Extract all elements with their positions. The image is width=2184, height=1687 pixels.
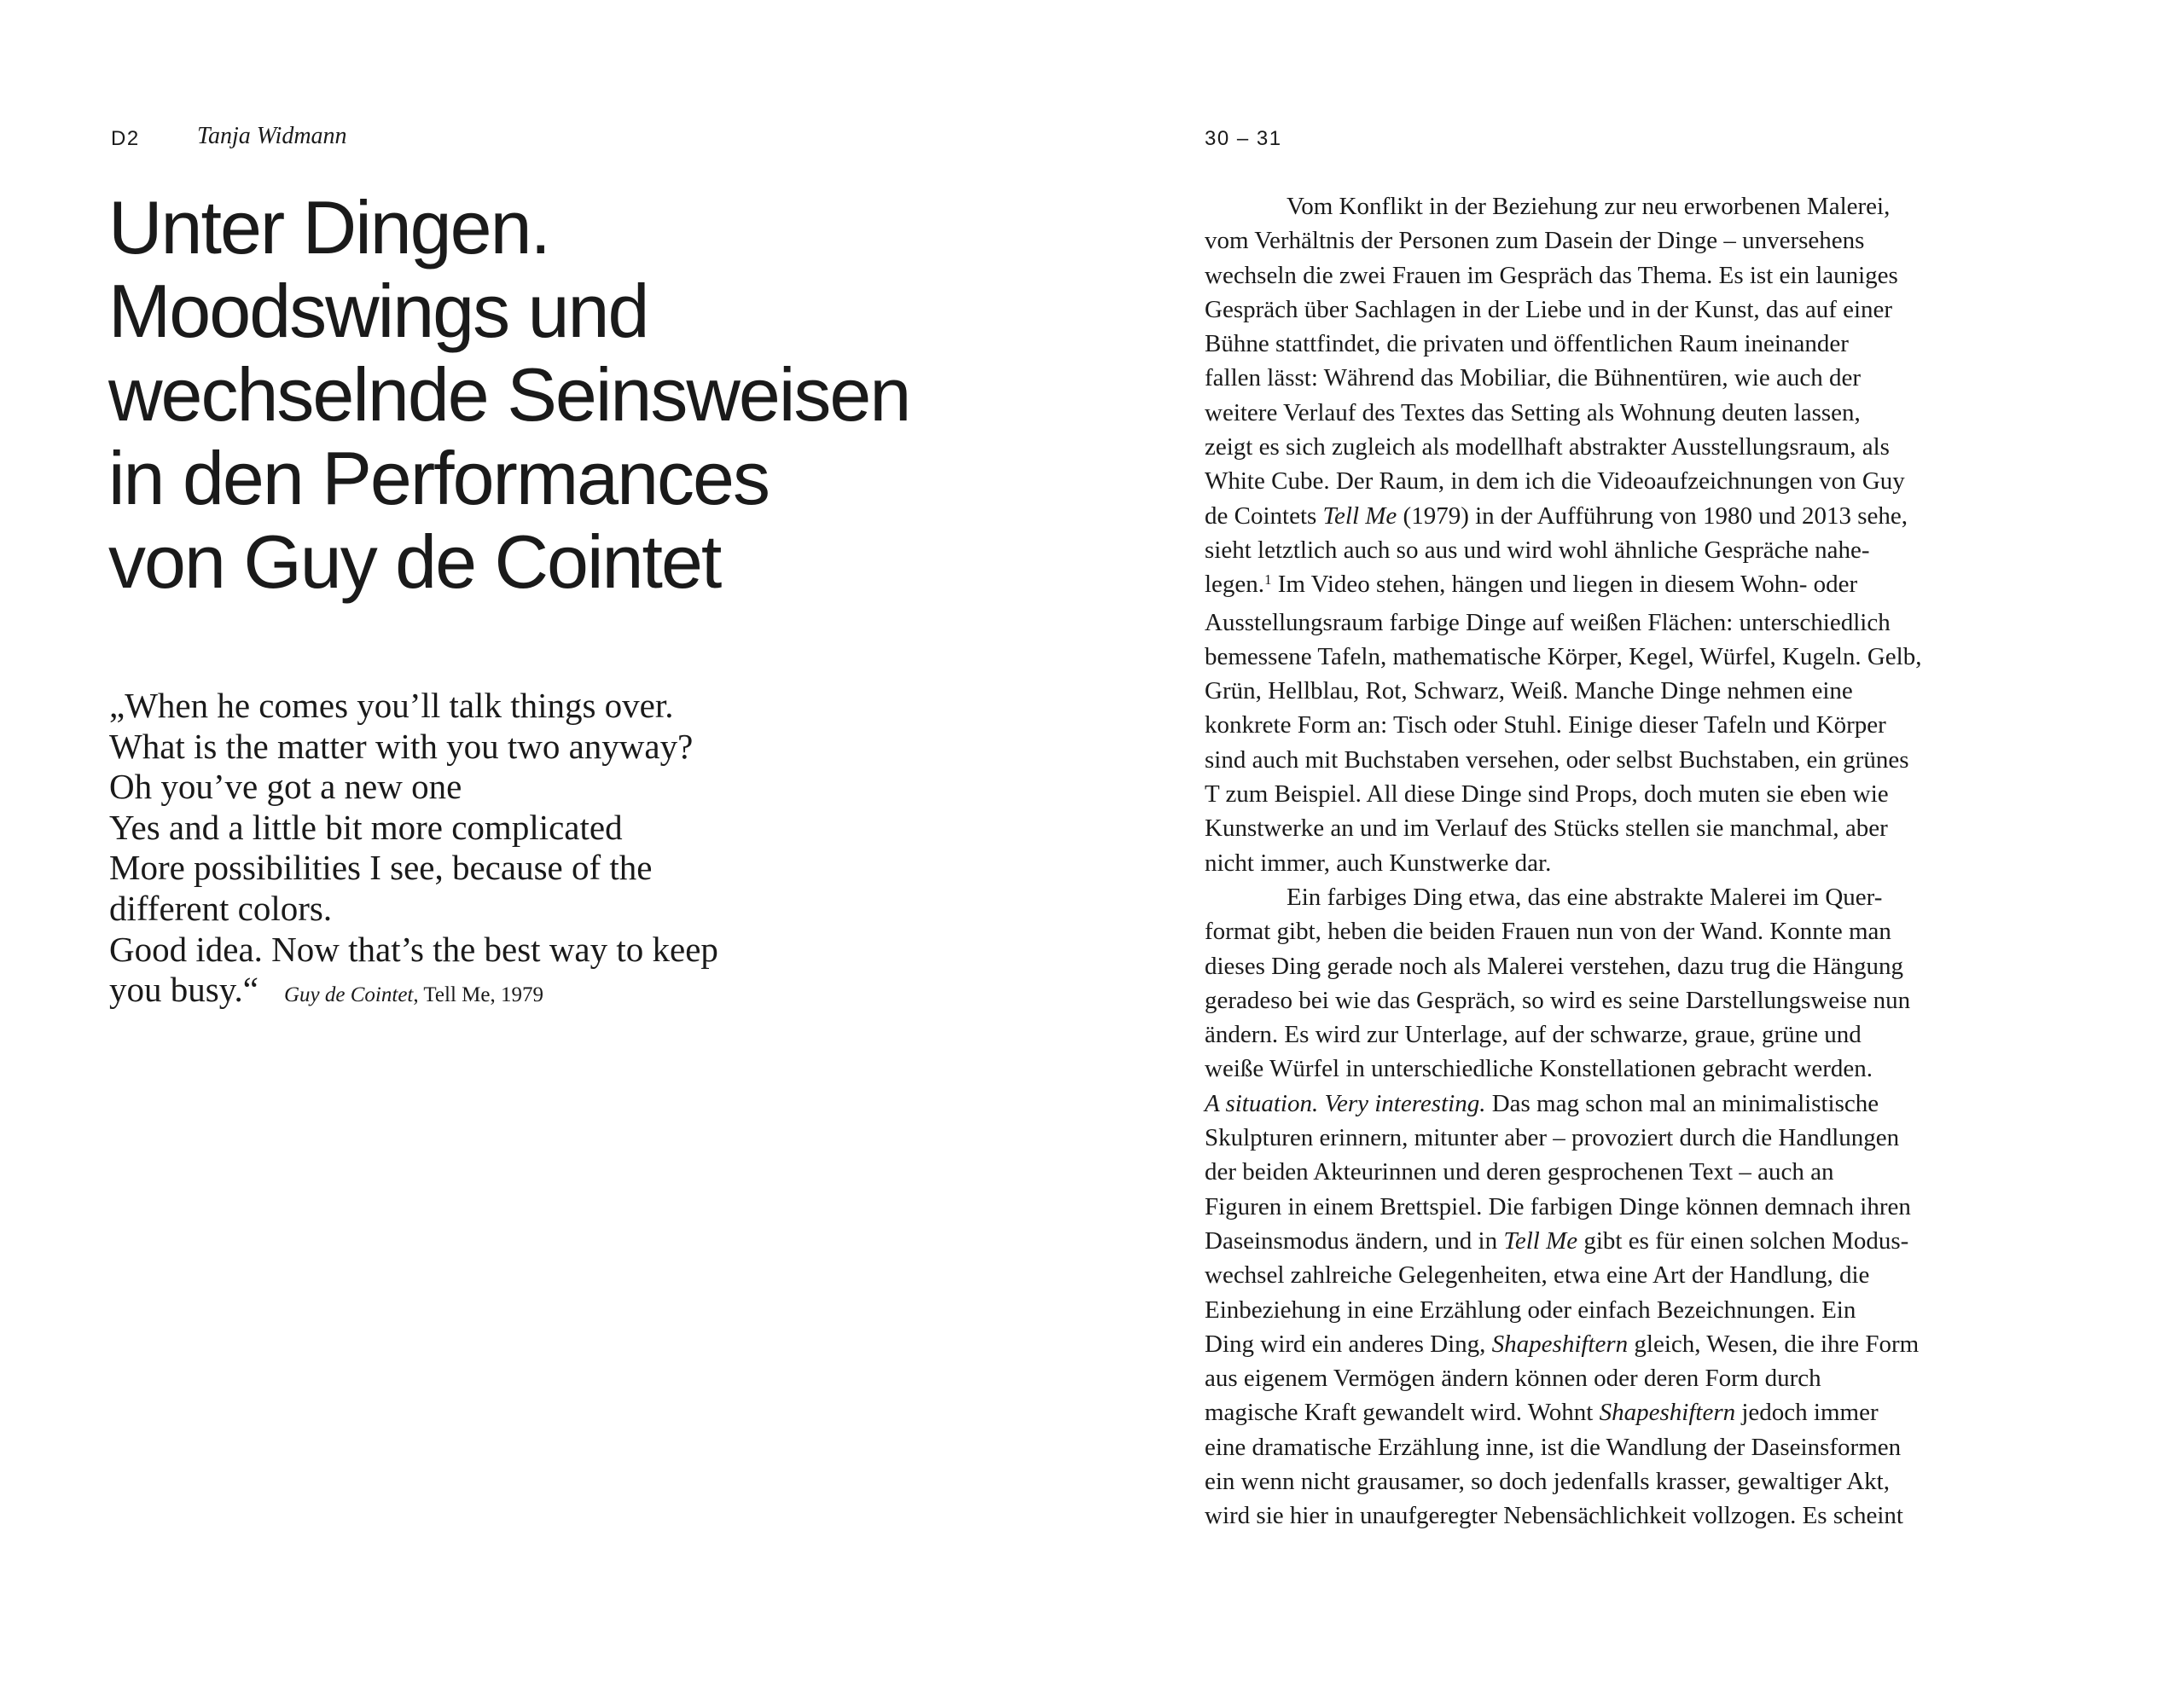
text-run: wechseln die zwei Frauen im Gespräch das Thema. Es ist ein launiges [1205,261,1898,289]
text-line [1205,777,1921,811]
text-line [1205,464,1921,498]
text-line [1205,949,1921,983]
text-line [1205,1361,1921,1395]
text-line [1205,1190,1921,1224]
text-line [108,186,909,270]
text-run: More possibilities I see, because of the [109,848,653,888]
text-run: Guy de Cointet [284,983,414,1007]
text-line [1205,1052,1921,1086]
text-run: Grün, Hellblau, Rot, Schwarz, Weiß. Manche Dinge nehmen eine [1205,677,1853,705]
text-line [109,767,718,808]
pull-quote [109,686,718,1016]
text-run: Shapeshiftern [1599,1399,1736,1427]
text-run: Ein farbiges Ding etwa, das eine abstrakte Malerei im Quer- [1287,883,1883,911]
paragraph-1 [1205,189,1921,880]
text-line [1205,914,1921,948]
text-line [1205,708,1921,742]
text-line [108,270,909,353]
text-run: Ding wird ein anderes Ding, [1205,1330,1492,1358]
page-numbers: 30 – 31 [1205,127,1282,150]
text-run: legen. [1205,571,1265,599]
text-run: geradeso bei wie das Gespräch, so wird es seine Darstellungsweise nun [1205,986,1911,1014]
text-run: Figuren in einem Brettspiel. Die farbigen Dinge können demnach ihren [1205,1192,1911,1220]
text-run: Bühne stattfindet, die privaten und öffentlichen Raum ineinander [1205,330,1849,358]
text-run: Das mag schon mal an minimalistische [1485,1089,1879,1117]
text-run: Gespräch über Sachlagen in der Liebe und in der Kunst, das auf einer [1205,295,1893,323]
text-run: different colors. [109,888,333,928]
text-run: White Cube. Der Raum, in dem ich die Videoaufzeichnungen von Guy [1205,467,1905,496]
text-run: nicht immer, auch Kunstwerke dar. [1205,849,1552,877]
text-run: Good idea. Now that’s the best way to keep [109,929,718,969]
text-run: eine dramatische Erzählung inne, ist die Wandlung der Daseinsformen [1205,1433,1902,1461]
text-line [1205,533,1921,567]
text-run: Einbeziehung in eine Erzählung oder einfach Bezeichnungen. Ein [1205,1296,1856,1324]
text-line [109,727,718,768]
text-run: Yes and a little bit more complicated [109,807,623,847]
text-line [1205,327,1921,361]
text-line [1205,880,1921,914]
text-run: in den Performances [108,436,769,520]
text-line [108,520,909,604]
text-run: Vom Konflikt in der Beziehung zur neu erworbenen Malerei, [1287,193,1891,220]
text-run: vom Verhältnis der Personen zum Dasein der Dinge – unversehens [1205,227,1865,255]
text-run: gleich, Wesen, die ihre Form [1628,1330,1920,1358]
text-run: Im Video stehen, hängen und liegen in diesem Wohn- oder [1271,571,1858,599]
text-line [109,930,718,971]
text-run: dieses Ding gerade noch als Malerei verstehen, dazu trug die Hängung [1205,952,1903,980]
text-run: A situation. Very interesting. [1205,1089,1486,1117]
text-run: de Cointets [1205,501,1323,530]
text-line [1205,499,1921,533]
text-line [109,848,718,889]
text-line [1205,1258,1921,1292]
text-run: ein wenn nicht grausamer, so doch jedenfalls krasser, gewaltiger Akt, [1205,1467,1890,1495]
text-run: jedoch immer [1735,1399,1879,1427]
text-line [1205,846,1921,880]
text-run: ändern. Es wird zur Unterlage, auf der schwarze, graue, grüne und [1205,1021,1862,1049]
text-run: wird sie hier in unaufgeregter Nebensächlichkeit vollzogen. Es scheint [1205,1502,1903,1530]
text-run: format gibt, heben die beiden Frauen nun von der Wand. Konnte man [1205,918,1891,946]
text-line [109,808,718,849]
section-label: D2 [111,127,140,150]
text-line [1205,1430,1921,1464]
text-line [109,970,718,1016]
text-line [108,437,909,520]
text-run: sieht letztlich auch so aus und wird wohl ähnliche Gespräche nahe- [1205,536,1870,564]
text-run: aus eigenem Vermögen ändern können oder deren Form durch [1205,1365,1821,1393]
text-run: , Tell Me, 1979 [413,983,543,1007]
text-run: „When he comes you’ll talk things over. [109,686,674,725]
text-run: konkrete Form an: Tisch oder Stuhl. Einige dieser Tafeln und Körper [1205,711,1886,739]
text-run: gibt es für einen solchen Modus- [1577,1226,1909,1255]
text-run: Oh you’ve got a new one [109,767,462,807]
text-run: bemessene Tafeln, mathematische Körper, Kegel, Würfel, Kugeln. Gelb, [1205,642,1922,670]
text-run: magische Kraft gewandelt wird. Wohnt [1205,1399,1600,1427]
text-line [1205,811,1921,845]
text-line [1205,1087,1921,1121]
text-line [1205,189,1921,223]
author-name: Tanja Widmann [197,123,347,149]
text-line [1205,1464,1921,1499]
text-run: Tell Me [1503,1226,1578,1255]
text-run: you busy.“ [109,970,258,1010]
text-line [109,686,718,727]
text-run: weitere Verlauf des Textes das Setting als Wohnung deuten lassen, [1205,398,1861,426]
text-line [1205,1121,1921,1155]
text-line [1205,1293,1921,1327]
text-line [109,889,718,930]
text-run: Unter Dingen. [108,185,549,270]
text-line [1205,1224,1921,1258]
text-line [1205,1395,1921,1429]
text-line [1205,396,1921,430]
text-run: wechsel zahlreiche Gelegenheiten, etwa eine Art der Handlung, die [1205,1261,1870,1290]
text-line [1205,1155,1921,1189]
text-run: (1979) in der Aufführung von 1980 und 2013 sehe, [1397,501,1908,530]
text-line [1205,983,1921,1017]
text-run: sind auch mit Buchstaben versehen, oder selbst Buchstaben, ein grünes [1205,745,1909,774]
text-run: der beiden Akteurinnen und deren gesprochenen Text – auch an [1205,1158,1834,1186]
text-run: zeigt es sich zugleich als modellhaft abstrakter Ausstellungsraum, als [1205,433,1890,461]
article-text [1205,189,1921,1533]
text-line [1205,674,1921,708]
text-line [1205,743,1921,777]
page-title [108,186,909,604]
text-run: Ausstellungsraum farbige Dinge auf weißen Flächen: unterschiedlich [1205,608,1891,636]
text-run: Tell Me [1322,501,1397,530]
text-line [108,353,909,437]
text-run: Moodswings und [108,269,648,353]
text-line [1205,640,1921,674]
footnote-reference: 1 [1264,571,1272,588]
text-line [1205,567,1921,605]
text-line [1205,361,1921,395]
text-run: T zum Beispiel. All diese Dinge sind Props, doch muten sie eben wie [1205,780,1889,809]
text-line [1205,430,1921,464]
text-line [1205,1017,1921,1052]
text-run: Shapeshiftern [1491,1330,1629,1358]
text-run: von Guy de Cointet [108,519,721,604]
text-run: weiße Würfel in unterschiedliche Konstellationen gebracht werden. [1205,1055,1873,1083]
text-run: wechselnde Seinsweisen [108,352,910,437]
text-line [1205,293,1921,327]
text-line [1205,258,1921,293]
text-run: Skulpturen erinnern, mitunter aber – provoziert durch die Handlungen [1205,1124,1900,1152]
paragraph-2 [1205,880,1921,1533]
text-line [1205,1327,1921,1361]
text-line [1205,606,1921,640]
text-run: Kunstwerke an und im Verlauf des Stücks stellen sie manchmal, aber [1205,815,1888,843]
text-line [1205,223,1921,258]
text-line [1205,1499,1921,1533]
text-run: fallen lässt: Während das Mobiliar, die Bühnentüren, wie auch der [1205,364,1861,392]
text-run: What is the matter with you two anyway? [109,726,694,766]
text-run: Daseinsmodus ändern, und in [1205,1226,1504,1255]
